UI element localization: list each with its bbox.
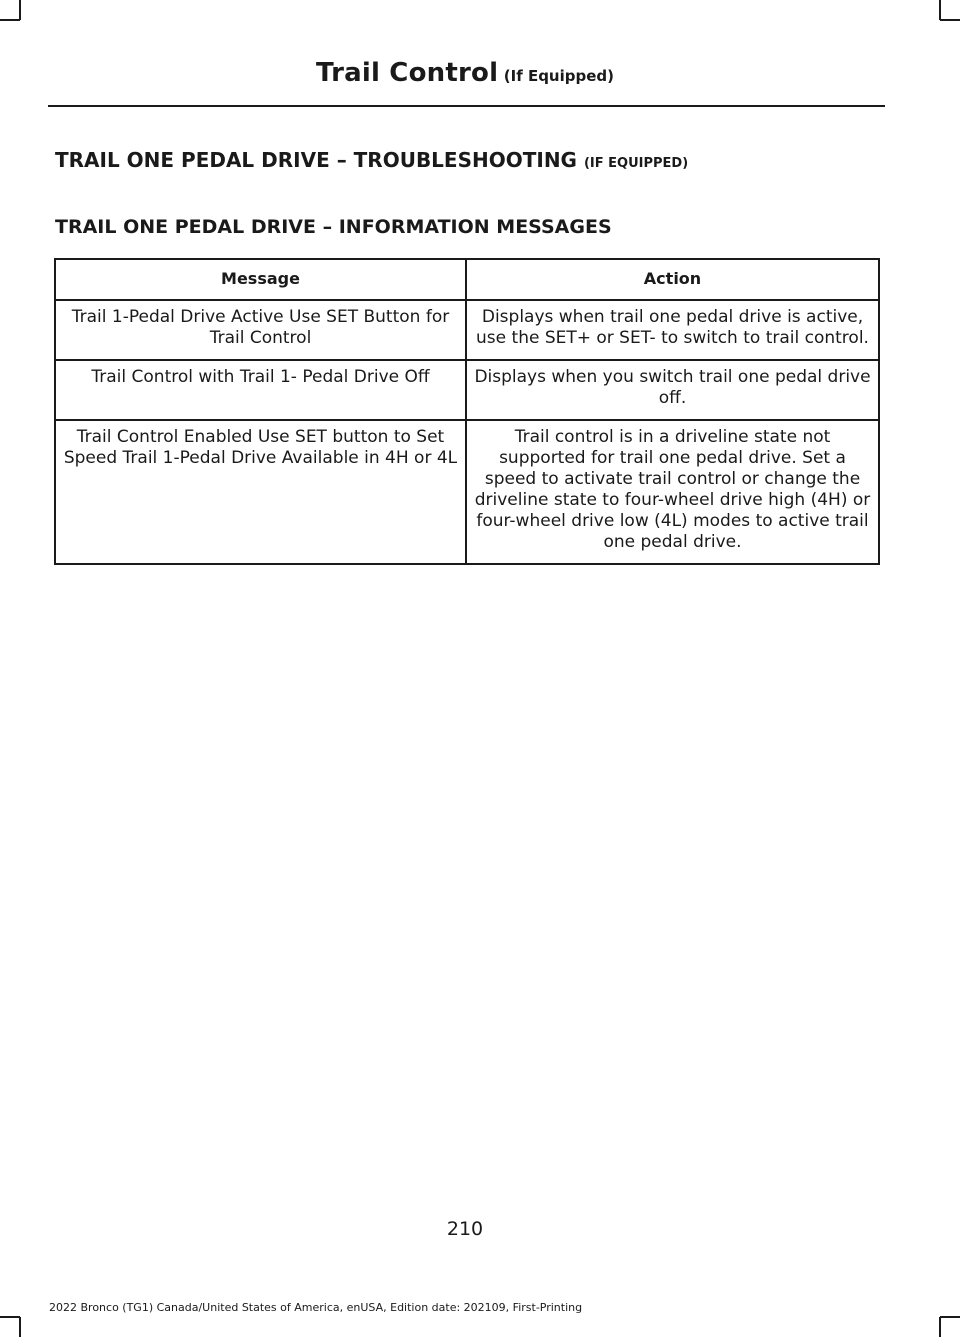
crop-mark	[939, 0, 941, 20]
crop-mark	[19, 0, 21, 20]
crop-mark	[940, 19, 960, 21]
page-header-title: Trail Control	[315, 58, 499, 88]
page-number: 210	[446, 1218, 484, 1240]
information-messages-table	[54, 258, 880, 565]
table-row	[55, 420, 879, 564]
page-header	[0, 58, 930, 88]
table-header-row	[55, 259, 879, 300]
action-cell: Trail control is in a driveline state not supported for trail one pedal drive. Set a speed to activate trail control or change the driveline state to four-wheel drive high (4H) or four-wheel drive low (4L) modes to active trail one pedal drive.	[466, 420, 879, 564]
action-cell: Displays when trail one pedal drive is active, use the SET+ or SET- to switch to trail control.	[466, 300, 879, 360]
crop-mark	[0, 19, 20, 21]
action-cell: Displays when you switch trail one pedal drive off.	[466, 360, 879, 420]
section-heading-qualifier: (IF EQUIPPED)	[583, 156, 689, 171]
table-row	[55, 360, 879, 420]
footer-edition-info: 2022 Bronco (TG1) Canada/United States of America, enUSA, Edition date: 202109, First-Printing	[49, 1301, 583, 1314]
section-heading-text: TRAIL ONE PEDAL DRIVE – TROUBLESHOOTING	[55, 148, 577, 172]
column-header-message: Message	[55, 259, 466, 300]
header-divider	[48, 105, 885, 107]
crop-mark	[939, 1317, 941, 1337]
message-cell: Trail 1-Pedal Drive Active Use SET Button for Trail Control	[55, 300, 466, 360]
message-cell: Trail Control with Trail 1- Pedal Drive Off	[55, 360, 466, 420]
message-cell: Trail Control Enabled Use SET button to Set Speed Trail 1-Pedal Drive Available in 4H or 4L	[55, 420, 466, 564]
crop-mark	[940, 1316, 960, 1318]
crop-mark	[19, 1317, 21, 1337]
table-row	[55, 300, 879, 360]
sub-heading: TRAIL ONE PEDAL DRIVE – INFORMATION MESSAGES	[55, 216, 612, 238]
column-header-action: Action	[466, 259, 879, 300]
section-heading	[55, 148, 885, 172]
page-header-qualifier: (If Equipped)	[503, 67, 614, 85]
crop-mark	[0, 1316, 20, 1318]
